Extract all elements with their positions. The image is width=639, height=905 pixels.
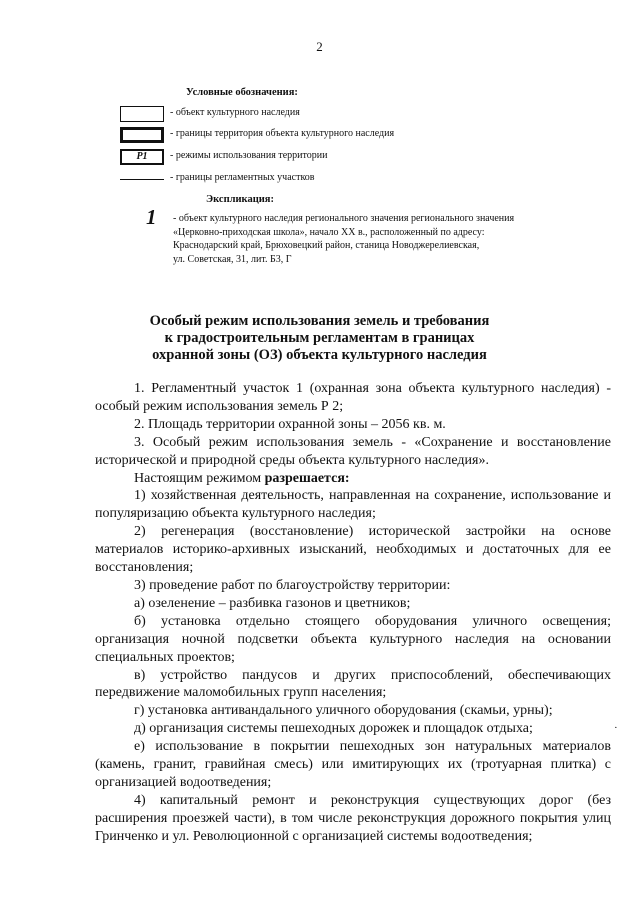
explication-number: 1 (146, 205, 157, 229)
paragraph: 2. Площадь территории охранной зоны – 2056 кв. м. (134, 416, 446, 432)
legend-label: - объект культурного наследия (170, 107, 300, 118)
paragraph: е) использование в покрытии пешеходных зон натуральных материалов (камень, гранит, гравийная смесь) или имитирующих их (тротуарная плитка) с организацией водоотведения; (95, 739, 611, 790)
paragraph: а) озеленение – разбивка газонов и цветников; (134, 595, 411, 611)
object-frame-icon (120, 106, 164, 122)
heading-line: к градостроительным регламентам в границах (164, 330, 475, 346)
paragraph: 3) проведение работ по благоустройству территории: (134, 577, 451, 593)
paragraph: г) установка антивандального уличного оборудования (скамьи, урны); (134, 703, 553, 719)
paragraph: 3. Особый режим использования земель - «Сохранение и восстановление исторической и природной среды объекта культурного наследия». (95, 434, 611, 468)
page-number: 2 (316, 39, 323, 54)
section-heading (0, 313, 639, 364)
paragraph: 1) хозяйственная деятельность, направленная на сохранение, использование и популяризацию объекта культурного наследия; (95, 488, 611, 522)
explication-text (173, 212, 593, 266)
paragraph-text: Настоящим режимом (134, 470, 265, 486)
legend-label: - границы территория объекта культурного наследия (170, 128, 395, 139)
explication-line: ул. Советская, 31, лит. Б3, Г (173, 253, 292, 265)
document-body (95, 380, 611, 846)
paragraph (95, 470, 611, 488)
paragraph: 2) регенерация (восстановление) исторической застройки на основе материалов историко-архивных изысканий, необходимых и достаточных для ее восстановления; (95, 524, 611, 576)
paragraph: 1. Регламентный участок 1 (охранная зона объекта культурного наследия) - особый режим использования земель Р 2; (95, 381, 611, 414)
explication-title: Экспликация: (206, 194, 274, 205)
explication-line: Краснодарский край, Брюховецкий район, станица Новоджерелиевская, (173, 240, 480, 251)
paragraph: 4) капитальный ремонт и реконструкция существующих дорог (без расширения проезжей части), в том числе реконструкция дорожного покрытия улиц Гринченко и ул. Революционной с организацией системы водоотведения; (95, 792, 611, 844)
legend-label: - режимы использования территории (170, 150, 328, 161)
paragraph: б) установка отдельно стоящего оборудования уличного освещения; организация ночной подсветки объекта культурного наследия на основании специальных проектов; (95, 613, 611, 665)
legend-label: - границы регламентных участков (170, 172, 315, 183)
margin-mark: · (614, 722, 618, 734)
paragraph: д) организация системы пешеходных дорожек и площадок отдыха; (134, 721, 533, 737)
explication-line: «Церковно-приходская школа», начало XX в., расположенный по адресу: (173, 226, 485, 238)
legend-title: Условные обозначения: (186, 87, 298, 98)
heading-line: охранной зоны (ОЗ) объекта культурного наследия (152, 347, 487, 363)
territory-frame-icon (120, 127, 164, 143)
paragraph-bold-text: разрешается: (264, 470, 350, 486)
heading-line: Особый режим использования земель и требования (149, 313, 490, 329)
mode-box-icon: Р1 (120, 149, 164, 165)
boundary-line-icon (120, 179, 164, 180)
explication-line: - объект культурного наследия регионального значения регионального значения (173, 213, 515, 224)
paragraph: в) устройство пандусов и других приспособлений, обеспечивающих передвижение маломобильных групп населения; (95, 667, 611, 701)
